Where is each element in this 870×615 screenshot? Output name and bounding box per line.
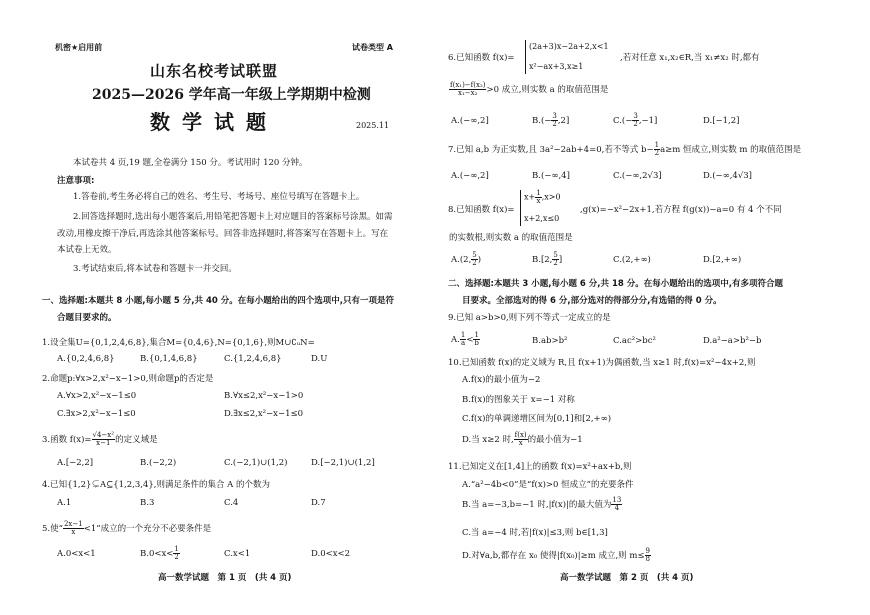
question-9: 9.已知 a>b>0,则下列不等式一定成立的是 [448, 313, 611, 323]
q10-option-d-text: D.当 x≥2 时, [462, 435, 514, 445]
q6-option-c [613, 113, 657, 128]
q10-option-a: A.f(x)的最小值为−2 [462, 375, 541, 385]
q3-denominator: x−1 [96, 439, 111, 447]
q8-case-1 [524, 190, 561, 205]
q8-option-b-tail: ] [558, 255, 563, 265]
q9-frac1-num: 1 [460, 331, 466, 339]
q5-text: 5.使“ [42, 524, 63, 534]
q6-option-b-num: 3 [552, 112, 557, 120]
q6-option-d: D.[−1,2] [703, 116, 740, 126]
page-footer: 高一数学试题 第 2 页 (共 4 页) [560, 573, 694, 583]
q2-option-a: A.∀x>2,x²−x−1≤0 [57, 391, 137, 401]
question-11: 11.已知定义在[1,4]上的函数 f(x)=x²+ax+b,则 [448, 462, 632, 472]
exam-session-title: 2025—2026 学年高一年级上学期期中检测 [92, 87, 371, 103]
q7-denominator: 2 [654, 149, 660, 157]
q6-condition: ,若对任意 x₁,x₂∈R,当 x₁≠x₂ 时,都有 [620, 53, 760, 63]
q6-option-a: A.(−∞,2] [451, 116, 489, 126]
question-10: 10.已知函数 f(x)的定义域为 R,且 f(x+1)为偶函数,当 x≥1 时,f(x)=x²−4x+2,则 [448, 358, 756, 368]
q6-case-2: x²−ax+3,x≥1 [529, 62, 584, 71]
q8-case-2: x+2,x≤0 [524, 214, 560, 223]
q6-line2-text: >0 成立,则实数 a 的取值范围是 [486, 85, 609, 95]
q9-option-c: C.ac²>bc² [613, 336, 656, 346]
notice-line: 3.考试结束后,将本试卷和答题卡一并交回。 [73, 264, 237, 274]
q11-option-b-fraction [611, 497, 622, 512]
paper-type-label: 试卷类型 A [352, 43, 393, 52]
question-1: 1.设全集U={0,1,2,4,6,8},集合M={0,4,6},N={0,1,6},则M∪∁ᵤN= [42, 338, 315, 348]
q10-option-d-den: x [518, 439, 523, 447]
q1-option-c: C.{1,2,4,6,8} [224, 354, 282, 364]
q9-option-a-lt: < [466, 335, 474, 345]
q1-option-b: B.{0,1,4,6,8} [140, 354, 198, 364]
page-footer: 高一数学试题 第 1 页 (共 4 页) [158, 573, 292, 583]
question-7 [448, 142, 801, 157]
q6-brace [525, 40, 526, 74]
q11-option-a: A.“a²−4b<0”是“f(x)>0 恒成立”的充要条件 [462, 480, 634, 490]
q2-option-c: C.∃x>2,x²−x−1≤0 [57, 409, 136, 419]
q9-option-b: B.ab>b² [532, 336, 568, 346]
q11-option-d [462, 548, 651, 563]
q5-option-d: D.0<x<2 [311, 549, 351, 559]
q5-option-b-text: B.0<x< [140, 549, 174, 559]
q9-frac2-num: 1 [474, 331, 479, 339]
q11-option-b-den: 4 [614, 504, 620, 512]
confidential-label: 机密★启用前 [55, 43, 103, 52]
q1-option-d: D.U [311, 354, 328, 364]
q6-option-c-den: 2 [633, 120, 638, 128]
q10-option-d-num: f(x) [514, 431, 527, 439]
q3-option-d: D.[−2,1)∪(1,2] [311, 458, 375, 468]
exam-intro: 本试卷共 4 页,19 题,全卷满分 150 分。考试用时 120 分钟。 [73, 158, 308, 168]
q9-frac2-den: b [474, 339, 479, 347]
q11-option-d-num: 9 [645, 547, 651, 555]
q3-option-c: C.(−2,1)∪(1,2) [224, 458, 288, 468]
question-3 [42, 432, 158, 447]
q4-option-d: D.7 [311, 498, 326, 508]
q5-option-b-fraction [173, 546, 179, 561]
q8-brace [520, 190, 521, 226]
question-5 [42, 521, 211, 536]
q5-numerator: 2x−1 [63, 520, 83, 528]
q5-option-c: C.x<1 [224, 549, 251, 559]
q6-option-c-tail: ,−1] [638, 116, 658, 126]
q8-case-1-num: 1 [536, 189, 541, 197]
q3-text-tail: 的定义域是 [115, 435, 158, 445]
q10-option-b: B.f(x)的图象关于 x=−1 对称 [462, 395, 575, 405]
q6-denominator: x₁−x₂ [458, 89, 478, 97]
q4-option-c: C.4 [224, 498, 239, 508]
q8-option-a [451, 252, 481, 267]
q8-option-a-text: A.(2, [451, 255, 472, 265]
q6-option-c-text: C.(− [613, 116, 633, 126]
q8-option-c: C.(2,+∞) [613, 255, 651, 265]
q8-option-a-num: 5 [472, 251, 477, 259]
q6-numerator: f(x₁)−f(x₂) [450, 81, 486, 89]
q8-case-1-tail: ,x>0 [541, 192, 561, 202]
q6-option-b-tail: ,2] [557, 116, 570, 126]
q3-text: 3.函数 f(x)= [42, 435, 92, 445]
q6-option-b-den: 2 [552, 120, 557, 128]
q7-numerator: 1 [654, 141, 660, 149]
q8-option-a-tail: ) [477, 255, 482, 265]
q6-case-1: (2a+3)x−2a+2,x<1 [529, 42, 609, 51]
q11-option-c: C.当 a=−4 时,若|f(x)|≤3,则 b∈[1,3] [462, 528, 608, 538]
q9-option-d: D.a²−a>b²−b [703, 336, 762, 346]
q8-option-b-num: 5 [553, 251, 558, 259]
q10-option-c: C.f(x)的单调递增区间为[0,1]和[2,+∞) [462, 414, 612, 424]
q8-option-d: D.[2,+∞) [703, 255, 742, 265]
exam-alliance-title: 山东名校考试联盟 [150, 62, 279, 80]
q11-option-d-den: 8 [645, 555, 651, 563]
q7-text: 7.已知 a,b 为正实数,且 3a²−2ab+4=0,若不等式 b− [448, 145, 654, 155]
q5-fraction [63, 521, 84, 536]
section2-heading-cont: 目要求。全部选对的得 6 分,部分选对的得部分分,有选错的得 0 分。 [462, 296, 722, 306]
q8-case-1-text: x+ [524, 192, 536, 202]
q6-option-b-text: B.(− [532, 116, 552, 126]
notice-line: 改动,用橡皮擦干净后,再选涂其他答案标号。回答非选择题时,将答案写在答题卡上。写在 [57, 229, 389, 239]
q5-option-b [140, 546, 180, 561]
question-8: 8.已知函数 f(x)= [448, 205, 515, 215]
q3-numerator: √4−x² [92, 431, 115, 439]
q8-option-b-text: B.[2, [532, 255, 553, 265]
q4-option-b: B.3 [140, 498, 155, 508]
q5-option-b-den: 2 [174, 553, 179, 561]
notice-line: 2.回答选择题时,选出每小题答案后,用铅笔把答题卡上对应题目的答案标号涂黑。如需 [73, 212, 393, 222]
section1-heading: 一、选择题:本题共 8 小题,每小题 5 分,共 40 分。在每小题给出的四个选项中,只有一项是符 [42, 296, 395, 306]
question-6: 6.已知函数 f(x)= [448, 53, 515, 63]
subject-title: 数学试题 [150, 110, 278, 134]
q3-option-a: A.[−2,2] [57, 458, 94, 468]
q10-option-d-fraction [514, 432, 528, 447]
exam-date: 2025.11 [356, 121, 390, 130]
section1-heading-cont: 合题目要求的。 [57, 313, 117, 323]
q7-text-tail: a≥m 恒成立,则实数 m 的取值范围是 [660, 145, 802, 155]
notice-line: 1.答卷前,考生务必将自己的姓名、考生号、考场号、座位号填写在答题卡上。 [73, 192, 365, 202]
q11-option-d-text: D.对∀a,b,都存在 x₀ 使得|f(x₀)|≥m 成立,则 m≤ [462, 551, 645, 561]
q5-option-b-num: 1 [174, 545, 179, 553]
q5-denominator: x [71, 528, 76, 536]
q11-option-b-text: B.当 a=−3,b=−1 时,|f(x)|的最大值为 [462, 500, 612, 510]
q3-fraction [92, 432, 116, 447]
q8-condition: ,g(x)=−x²−2x+1,若方程 f(g(x))−a=0 有 4 个不同 [580, 205, 782, 215]
question-2: 2.命题p:∀x>2,x²−x−1>0,则命题p的否定是 [42, 374, 214, 384]
q7-option-a: A.(−∞,2] [451, 171, 489, 181]
q2-option-b: B.∀x≤2,x²−x−1>0 [224, 391, 304, 401]
q9-option-a-text: A. [451, 335, 460, 345]
q9-option-a [451, 332, 480, 347]
q7-option-d: D.(−∞,4√3] [703, 171, 752, 181]
q6-option-b [532, 113, 569, 128]
q2-option-d: D.∃x≤2,x²−x−1≤0 [224, 409, 304, 419]
notice-title: 注意事项: [57, 176, 95, 186]
q1-option-a: A.{0,2,4,6,8} [57, 354, 115, 364]
q10-option-d-tail: 的最小值为−1 [527, 435, 583, 445]
q4-option-a: A.1 [57, 498, 72, 508]
right-page [435, 0, 870, 615]
q7-option-b: B.(−∞,4] [532, 171, 570, 181]
notice-line: 本试卷上无效。 [57, 245, 117, 255]
q3-option-b: B.(−2,2) [140, 458, 177, 468]
q8-line2: 的实数根,则实数 a 的取值范围是 [449, 233, 573, 243]
q6-fraction [449, 82, 486, 97]
q8-option-b [532, 252, 562, 267]
q6-line2 [449, 82, 608, 97]
q5-option-a: A.0<x<1 [57, 549, 96, 559]
q9-frac1-den: a [460, 339, 466, 347]
q10-option-d [462, 432, 583, 447]
q11-option-d-fraction [645, 548, 651, 563]
q7-option-c: C.(−∞,2√3] [613, 171, 662, 181]
q11-option-b-num: 13 [612, 496, 622, 504]
section2-heading: 二、选择题:本题共 3 小题,每小题 6 分,共 18 分。在每小题给出的选项中,有多项符合题 [448, 279, 784, 289]
q8-option-a-den: 2 [472, 259, 477, 267]
q8-case-1-den: x [536, 197, 541, 205]
q8-option-b-den: 2 [553, 259, 558, 267]
q6-option-c-num: 3 [633, 112, 638, 120]
question-4: 4.已知{1,2}⊊A⊆{1,2,3,4},则满足条件的集合 A 的个数为 [42, 480, 271, 490]
q5-text-tail: <1”成立的一个充分不必要条件是 [83, 524, 212, 534]
q9-option-a-frac2 [473, 332, 479, 347]
q11-option-b [462, 497, 622, 512]
